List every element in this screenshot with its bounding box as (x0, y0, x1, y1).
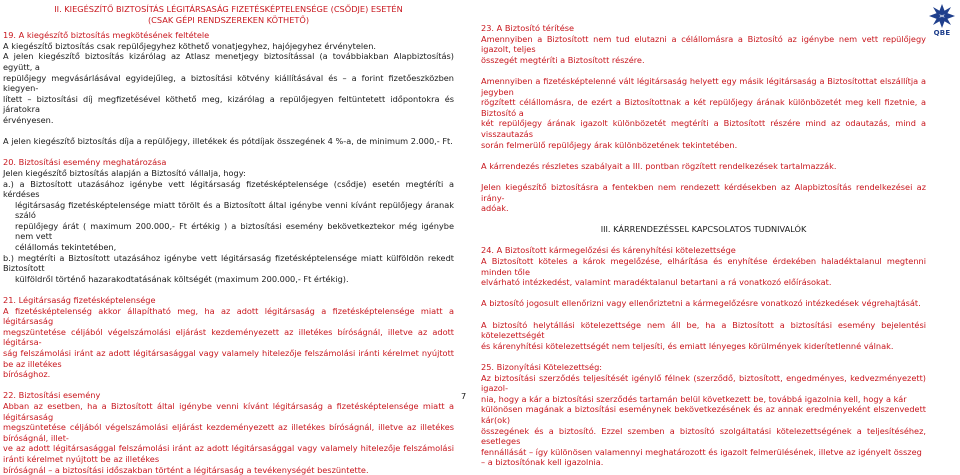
section-20-title: 20. Biztosítási esemény meghatározása (3, 157, 167, 168)
qbe-logo (928, 3, 956, 37)
section-24-penalty-line: A biztosító helytállási kötelezettsége nem áll be, ha a Biztosított a biztosítási esemény bejelentési kötelezettségét (481, 319, 926, 341)
section-20-a-line: légitársaság fizetésképtelensége miatt törölt és a Biztosított által igénybe venni kívánt repülőjegy áranak száló (15, 199, 454, 221)
section-25-line: összegének és a biztosító. Ezzel szemben a biztosító szolgáltatási kötelezettségének a teljesítéséhez, esetleges (481, 425, 926, 447)
section-25-title: 25. Bizonyítási Kötelezettség: (481, 362, 603, 372)
section-21-title: 21. Légitársaság fizetésképtelensége (3, 295, 156, 306)
section-25-line: Az biztosítási szerződés teljesítését igénylő félnek (szerződő, biztosított, engedményes, kedvezményezett) igazol- (481, 372, 926, 394)
qbe-star-icon (928, 3, 956, 29)
section-25-line: – a biztosítónak kell igazolnia. (481, 457, 604, 468)
section-3-title: III. KÁRRENDEZÉSSEL KAPCSOLATOS TUDNIVALÓK (600, 224, 807, 235)
section-22-line: megszüntetése céljából végelszámolási eljárást kezdeményezett az illetékes bíróságnál, illetve az illetékes bíróságnál, illet- (3, 422, 454, 443)
section-24-check: A biztosító jogosult ellenőrizni vagy ellenőriztetni a kármegelőzésre vonatkozó intézkedések végrehajtását. (481, 298, 921, 309)
section-25-line: fennállását – így különösen valamennyi meghatározott és igazolt felmerülésének, illetve az igényelt összeg (481, 446, 922, 457)
page-number: 7 (461, 391, 467, 401)
section-20-a-line: repülőjegy árát ( maximum 200.000,- Ft értékig ) a biztosítási esemény bekövetkeztekor még igénybe nem vett (15, 220, 454, 242)
section-22-line: Abban az esetben, ha a Biztosított által igénybe venni kívánt légitársaság a fizetésképtelensége miatt a légitársaság (3, 400, 454, 422)
section-20-a-line: a.) a Biztosított utazásához igénybe vett légitársaság fizetésképtelensége (csődje) esetén megtéríti a kérdéses (3, 178, 454, 200)
section-21-line: megszüntetése céljából végelszámolási eljárást kezdeményezett az illetékes bíróságnál, illetve az adott légitársa- (3, 326, 454, 348)
section-2-header-line2: (CSAK GÉPI RENDSZEREKEN KÖTHETŐ) (147, 14, 310, 25)
other-line: Jelen kiegészítő biztosításra a fentekben nem rendezett kérdésekben az Alapbiztosítás rendelkezései az irány- (481, 181, 926, 203)
section-19-line: A kiegészítő biztosítás csak repülőjegyhez köthető vonatjegyhez, hajójegyhez érvénytelen. (3, 40, 376, 51)
section-21-line: A fizetésképtelenség akkor állapítható meg, ha az adott légitársaság a fizetésképtelensége miatt a légitársaság (3, 305, 454, 327)
section-22-line: ve az adott légitársasággal felszámolási iránt az adott légitársasággal vagy valamely hitelezője felszámolási iránti kérelmet nyújtott be az illetékes (3, 443, 454, 464)
section-2-header-line1: II. KIEGÉSZÍTŐ BIZTOSÍTÁS LÉGITÁRSASÁG FIZETÉSKÉPTELENSÉGE (CSŐDJE) ESETÉN (54, 4, 403, 14)
section-23b-line: Amennyiben a fizetésképtelenné vált légitársaság helyett egy másik légitársaság a Biztosítottat elszállítja a jegyben (481, 75, 926, 97)
section-24-line: A Biztosított köteles a károk megelőzése, elhárítása és enyhítése érdekében haladéktalanul megtenni minden tőle (481, 256, 926, 277)
section-25-line: nia, hogy a kár a biztosítási szerződés tartamán belül következett be, továbbá igazolnia kell, hogy a kár (481, 393, 907, 404)
section-23b-line: során felmerülő repülőjegy árak különbözetének tekintetében. (481, 139, 738, 150)
section-23-title: 23. A Biztosító térítése (481, 23, 575, 33)
section-19-line: A jelen kiegészítő biztosítás kizárólag az Atlasz menetjegy biztosítással (a továbbiakban Alapbiztosítás) együtt, a (3, 51, 454, 72)
section-20-a-line: célállomás tekintetében, (15, 242, 117, 253)
section-24-line: elvárható intézkedést, valamint maradéktalanul betartani a rá vonatkozó előírásokat. (481, 277, 832, 288)
section-19-title: 19. A kiegészítő biztosítás megkötésének feltétele (3, 30, 210, 41)
section-23b-line: rögzített célállomásra, de ezért a Biztosítottnak a két repülőjegy árának különbözetét meg kell fizetnie, a Biztosító a (481, 97, 926, 118)
right-column (481, 0, 926, 468)
section-20-intro: Jelen kiegészítő biztosítás alapján a Biztosító vállalja, hogy: (3, 167, 246, 178)
section-22-title: 22. Biztosítási esemény (3, 390, 101, 401)
section-19-line: repülőjegy megvásárlásával egyidejűleg, a biztosítási kötvény kiállításával és – a forint fizetőeszközben kiegyen- (3, 72, 454, 94)
section-21-line: ság felszámolási iránt az adott légitársasággal vagy valamely hitelezője felszámolási iránti kérelmet nyújtott be az illetékes (3, 348, 454, 369)
section-24-penalty-line: és kárenyhítési kötelezettségét nem teljesíti, és emiatt lényeges körülmények kiderítetlenné válnak. (481, 340, 894, 351)
section-23-line: Amennyiben a Biztosított nem tud elutazni a célállomásra a Biztosító az igénybe nem vett repülőjegy igazolt, teljes (481, 33, 926, 55)
section-23b-line: két repülőjegy árának igazolt különbözetét megtéríti a Biztosított részére mind az odautazás, mind a visszautazás (481, 118, 926, 139)
section-23-line: összegét megtéríti a Biztosított részére. (481, 54, 645, 65)
section-20-b-line: külföldről történő hazarakodtatásának költségét (maximum 200.000,- Ft értékig). (15, 273, 349, 284)
fee-text: A jelen kiegészítő biztosítás díja a repülőjegy, illetékek és pótdíjak összegének 4 %-a, de minimum 2.000,- Ft. (3, 136, 453, 147)
left-column (3, 0, 454, 475)
section-24-title: 24. A Biztosított kármegelőzési és kárenyhítési kötelezettsége (481, 245, 736, 256)
section-25-line: különösen magának a biztosítási eseménynek bekövetkezésének és az annak eredményeként elszenvedett kár(ok) (481, 404, 926, 425)
other-line: adóak. (481, 203, 509, 214)
section-21-line: bírósághoz. (3, 369, 51, 380)
section-20-b-line: b.) megtéríti a Biztosított utazásához igénybe vett légitársaság fizetésképtelensége miatt külföldön rekedt Biztosított (3, 252, 454, 274)
section-19-line: lített – biztosítási díj megfizetésével köthető meg, kizárólag a repülőjegyen feltüntetett időpontokra és járatokra (3, 93, 454, 115)
logo-text: QBE (933, 29, 951, 37)
damage-text: A kárrendezés részletes szabályait a III. pontban rögzített rendelkezések tartalmazzák. (481, 160, 837, 171)
section-19-line: érvényesen. (3, 114, 54, 125)
section-22-line: bíróságnál – a biztosítási időszakban történt a légitársaság a tevékenységét beszüntette. (3, 464, 369, 475)
